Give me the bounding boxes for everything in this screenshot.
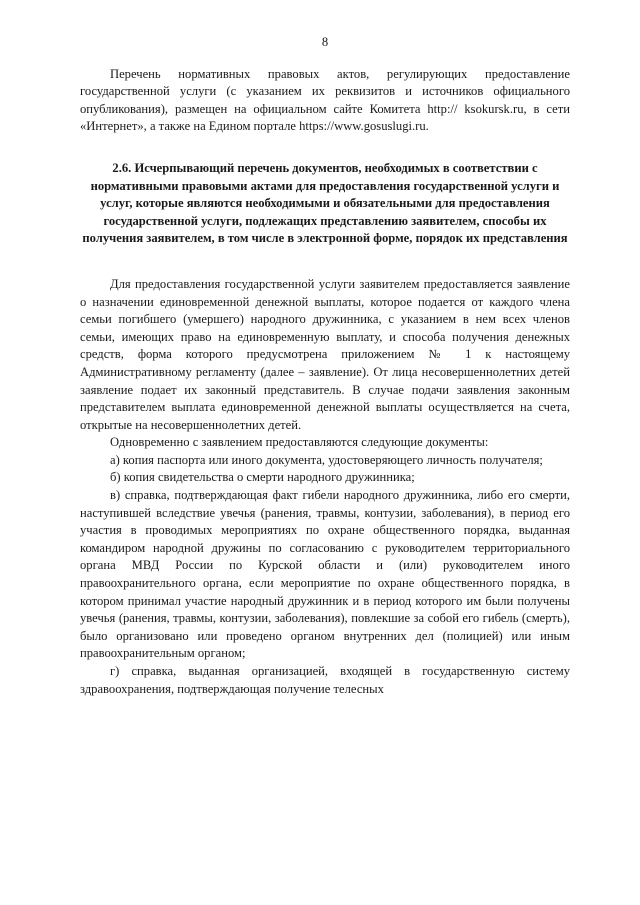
page-number: 8 [321, 35, 329, 49]
intro-paragraph: Перечень нормативных правовых актов, регулирующих предоставление государственной услуги (с указанием их реквизитов и источников официального опубликования), размещен на официальном сайте Комитета http:// ksokursk.ru, в сети «Интернет», а также на Едином портале https://www.gosuslugi.ru. [80, 66, 570, 134]
list-item-g: г) справка, выданная организацией, входящей в государственную систему здравоохранения, подтверждающая получение телесных [80, 664, 570, 696]
body-paragraph-1: Для предоставления государственной услуги заявителем предоставляется заявление о назначении единовременной денежной выплаты, которое подается от каждого члена семьи погибшего (умершего) народного дружинника, с указанием в нем всех членов семьи, имеющих право на единовременную выплату, и способа получения денежных средств, форма которого предусмотрена приложением № 1 к настоящему Административному регламенту (далее – заявление). От лица несовершеннолетних детей заявление подает их законный представитель. В случае подачи заявления законным представителем выплата единовременной денежной выплаты осуществляется на счета, открытые на несовершеннолетних детей. [80, 276, 570, 432]
list-item-v: в) справка, подтверждающая факт гибели народного дружинника, либо его смерти, наступившей вследствие увечья (ранения, травмы, контузии, заболевания), в период его участия в проводимых мероприятиях по охране общественного порядка, выданная командиром народной дружины по согласованию с руководителем территориального органа МВД России по Курской области и (или) руководителем иного правоохранительного органа, если мероприятие по охране общественного порядка, в котором принимал участие народный дружинник и в период которого им были получены увечья (ранения, травмы, контузии, заболевания), повлекшие за собой его гибель (смерть), было организовано или проведено органом внутренних дел (полицией) или иным правоохранительным органом; [80, 488, 570, 661]
body-paragraph-2: Одновременно с заявлением предоставляются следующие документы: [110, 435, 489, 450]
section-heading: 2.6. Исчерпывающий перечень документов, необходимых в соответствии с нормативными правовыми актами для предоставления государственной услуги и услуг, которые являются необходимыми и обязательными для предоставления государственной услуги, подлежащих представлению заявителем, способы их получения заявителем, в том числе в электронной форме, порядок их представления [82, 160, 568, 246]
list-item-a: а) копия паспорта или иного документа, удостоверяющего личность получателя; [110, 452, 543, 467]
list-item-b: б) копия свидетельства о смерти народного дружинника; [110, 470, 415, 485]
